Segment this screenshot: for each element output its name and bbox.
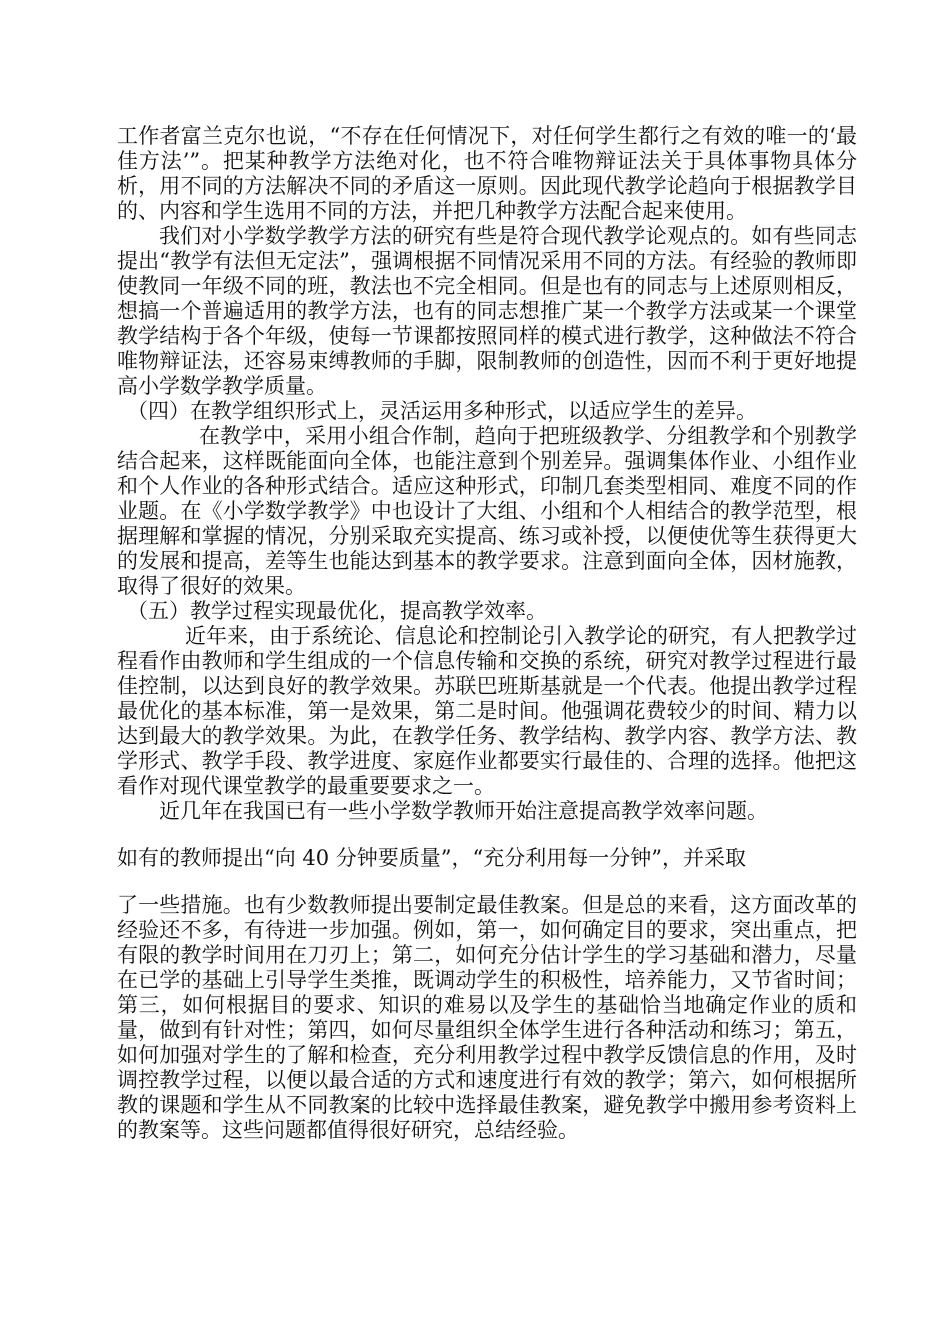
paragraph-forty-minutes: 如有的教师提出“向 40 分钟要质量”，“充分利用每一分钟”，并采取 xyxy=(117,846,747,870)
section-heading-four: （四）在教学组织形式上，灵活运用多种形式，以适应学生的差异。 xyxy=(127,399,757,423)
paragraph-group-cooperation: 在教学中，采用小组合作制，趋向于把班级教学、分组教学和个别教学结合起来，这样既能面向全体，也能注意到个别差异。强调集体作业、小组作业和个人作业的各种形式结合。适应这种形式，印制几套类型相同、难度不同的作业题。在《小学数学教学》中也设计了大组、小组和个人相结合的教学范型，根据理解和掌握的情况，分别采取充实提高、练习或补授，以便使优等生获得更大的发展和提高，差等生也能达到基本的教学要求。注意到面向全体，因材施教，取得了很好的效果。 xyxy=(117,424,857,598)
paragraph-teaching-method-research: 我们对小学数学教学方法的研究有些是符合现代教学论观点的。如有些同志提出“教学有法但无定法”，强调根据不同情况采用不同的方法。有经验的教师即使教同一年级不同的班，教法也不完全相同。但是也有的同志与上述原则相反，想搞一个普遍适用的教学方法，也有的同志想推广某一个教学方法或某一个课堂教学结构于各个年级，使每一节课都按照同样的模式进行教学，这种做法不符合唯物辩证法，还容易束缚教师的手脚，限制教师的创造性，因而不利于更好地提高小学数学教学质量。 xyxy=(117,224,857,398)
section-heading-five: （五）教学过程实现最优化，提高教学效率。 xyxy=(127,599,547,623)
paragraph-method-absolutism: 工作者富兰克尔也说，“不存在任何情况下，对任何学生都行之有效的唯一的‘最佳方法’”。把某种教学方法绝对化，也不符合唯物辩证法关于具体事物具体分析，用不同的方法解决不同的矛盾这一原则。因此现代教学论趋向于根据教学目的、内容和学生选用不同的方法，并把几种教学方法配合起来使用。 xyxy=(117,124,857,223)
paragraph-optimization: 近年来，由于系统论、信息论和控制论引入教学论的研究，有人把教学过程看作由教师和学生组成的一个信息传输和交换的系统，研究对教学过程进行最佳控制，以达到良好的教学效果。苏联巴班斯基就是一个代表。他提出教学过程最优化的基本标准，第一是效果，第二是时间。他强调花费较少的时间、精力以达到最大的教学效果。为此，在教学任务、教学结构、教学内容、教学方法、教学形式、教学手段、教学进度、家庭作业都要实行最佳的、合理的选择。他把这看作对现代课堂教学的最重要要求之一。 xyxy=(117,624,857,798)
document-body xyxy=(117,124,857,1143)
paragraph-china-efficiency-intro: 近几年在我国已有一些小学数学教师开始注意提高教学效率问题。 xyxy=(159,799,768,823)
paragraph-reform-questions: 了一些措施。也有少数教师提出要制定最佳教案。但是总的来看，这方面改革的经验还不多，有待进一步加强。例如，第一，如何确定目的要求，突出重点，把有限的教学时间用在刀刃上；第二，如何充分估计学生的学习基础和潜力，尽量在已学的基础上引导学生类推，既调动学生的积极性，培养能力，又节省时间；第三，如何根据目的要求、知识的难易以及学生的基础恰当地确定作业的质和量，做到有针对性；第四，如何尽量组织全体学生进行各种活动和练习；第五，如何加强对学生的了解和检查，充分利用教学过程中教学反馈信息的作用，及时调控教学过程，以便以最合适的方式和速度进行有效的教学；第六，如何根据所教的课题和学生从不同教案的比较中选择最佳教案，避免教学中搬用参考资料上的教案等。这些问题都值得很好研究，总结经验。 xyxy=(117,893,857,1142)
